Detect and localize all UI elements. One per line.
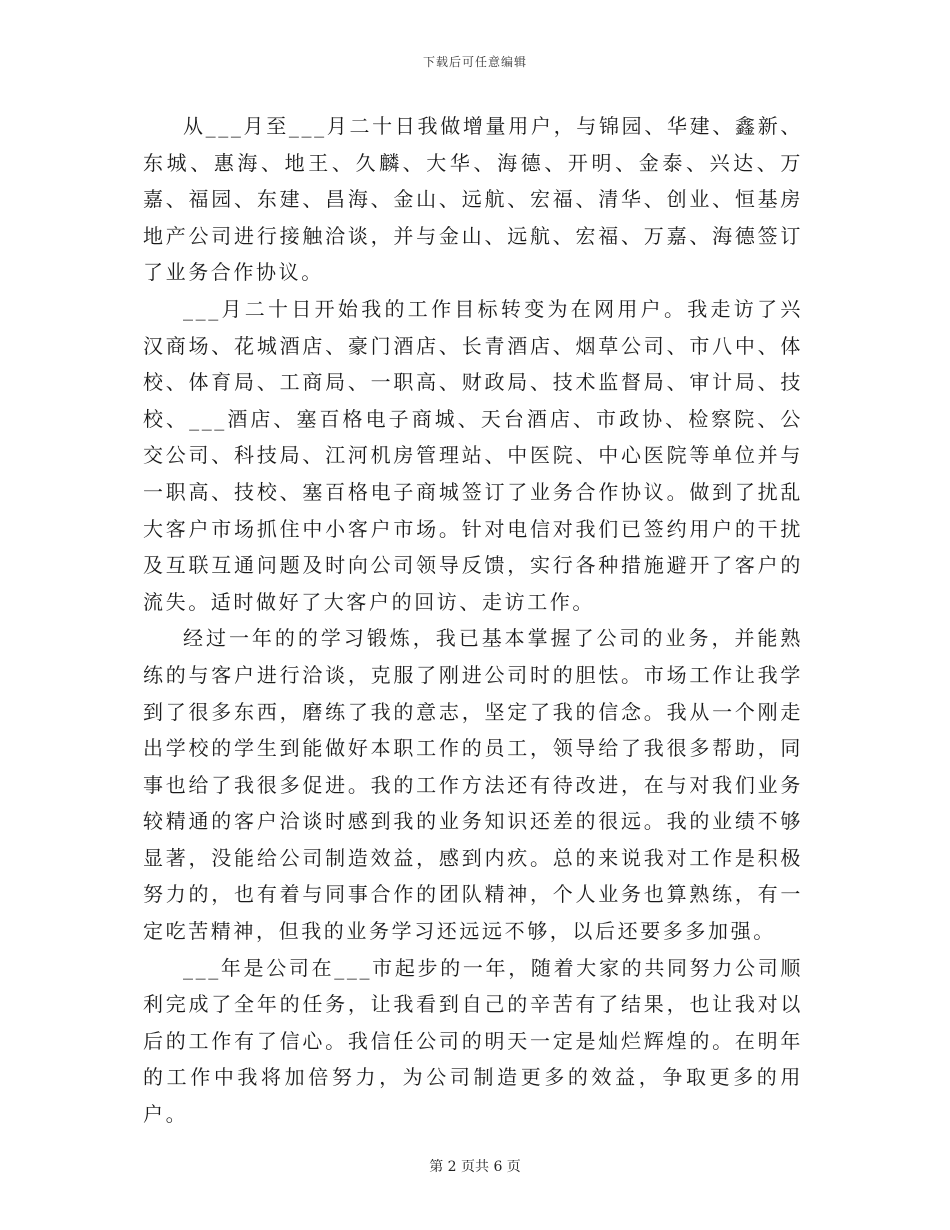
- paragraph-3: 经过一年的的学习锻炼，我已基本掌握了公司的业务，并能熟练的与客户进行洽谈，克服了刚进公司时的胆怯。市场工作让我学到了很多东西，磨练了我的意志，坚定了我的信念。我从一个刚走出学校的学生到能做好本职工作的员工，领导给了我很多帮助，同事也给了我很多促进。我的工作方法还有待改进，在与对我们业务较精通的客户洽谈时感到我的业务知识还差的很远。我的业绩不够显著，没能给公司制造效益，感到内疚。总的来说我对工作是积极努力的，也有着与同事合作的团队精神，个人业务也算熟练，有一定吃苦精神，但我的业务学习还远远不够，以后还要多多加强。: [143, 626, 803, 944]
- page-header: 下载后可任意编辑: [422, 55, 527, 69]
- document-body: [143, 108, 803, 1133]
- paragraph-2: ___月二十日开始我的工作目标转变为在网用户。我走访了兴汉商场、花城酒店、豪门酒店、长青酒店、烟草公司、市八中、体校、体育局、工商局、一职高、财政局、技术监督局、审计局、技校、___酒店、塞百格电子商城、天台酒店、市政协、检察院、公交公司、科技局、江河机房管理站、中医院、中心医院等单位并与一职高、技校、塞百格电子商城签订了业务合作协议。做到了扰乱大客户市场抓住中小客户市场。针对电信对我们已签约用户的干扰及互联互通问题及时向公司领导反馈，实行各种措施避开了客户的流失。适时做好了大客户的回访、走访工作。: [143, 296, 803, 614]
- page-footer: 第 2 页共 6 页: [429, 1159, 521, 1175]
- paragraph-1: 从___月至___月二十日我做增量用户，与锦园、华建、鑫新、东城、惠海、地王、久麟、大华、海德、开明、金泰、兴达、万嘉、福园、东建、昌海、金山、远航、宏福、清华、创业、恒基房地产公司进行接触洽谈，并与金山、远航、宏福、万嘉、海德签订了业务合作协议。: [143, 114, 803, 285]
- paragraph-4: ___年是公司在___市起步的一年，随着大家的共同努力公司顺利完成了全年的任务，让我看到自己的辛苦有了结果，也让我对以后的工作有了信心。我信任公司的明天一定是灿烂辉煌的。在明年的工作中我将加倍努力，为公司制造更多的效益，争取更多的用户。: [143, 955, 803, 1127]
